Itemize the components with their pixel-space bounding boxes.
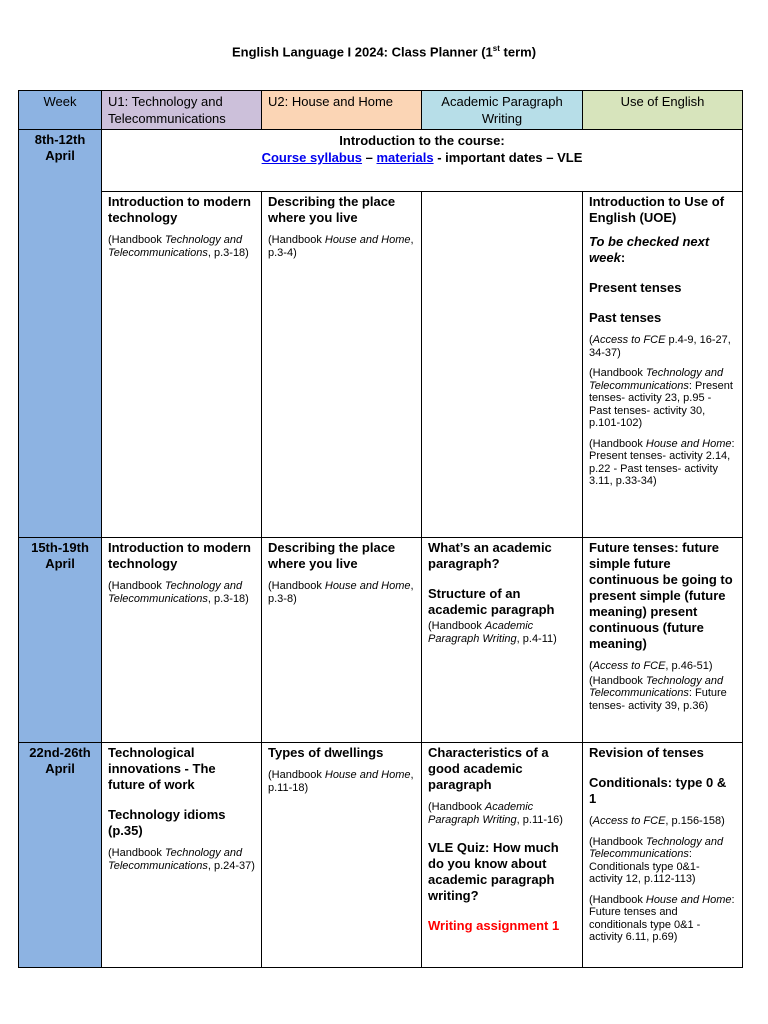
week2-apw-title2: Structure of an academic paragraph	[428, 586, 555, 617]
week2-row	[19, 538, 743, 743]
week3-u1-ref: (Handbook Technology and Telecommunications, p.24-37)	[108, 847, 255, 872]
week2-u2-title: Describing the place where you live	[268, 540, 396, 571]
week3-uoe-cell	[583, 743, 743, 968]
week3-label: 22nd-26th April	[19, 743, 102, 968]
week1-uoe-present: Present tenses	[589, 280, 682, 295]
header-uoe: Use of English	[583, 91, 743, 130]
header-u1: U1: Technology and Telecommunications	[102, 91, 262, 130]
week3-apw-title: Characteristics of a good academic paragraph	[428, 745, 549, 792]
week1-u2-ref: (Handbook House and Home, p.3-4)	[268, 234, 414, 259]
week1-u1-title: Introduction to modern technology	[108, 194, 251, 225]
week1-uoe-ref1: (Access to FCE p.4-9, 16-27, 34-37)	[589, 334, 731, 359]
week2-u1-title: Introduction to modern technology	[108, 540, 251, 571]
intro-heading: Introduction to the course:	[339, 133, 505, 148]
week2-u2-cell	[262, 538, 422, 743]
week2-u2-ref: (Handbook House and Home, p.3-8)	[268, 580, 414, 605]
writing-assignment: Writing assignment 1	[428, 918, 560, 933]
week3-u2-title: Types of dwellings	[268, 745, 384, 760]
week3-row	[19, 743, 743, 968]
week3-u1-title2: Technology idioms (p.35)	[108, 807, 226, 838]
week3-u1-title: Technological innovations - The future of work	[108, 745, 216, 792]
week1-u1-ref: (Handbook Technology and Telecommunications, p.3-18)	[108, 234, 249, 259]
week1-uoe-ref2: (Handbook Technology and Telecommunications: Present tenses- activity 23, p.95 - Past tenses- activity 30, p.101-102)	[589, 367, 733, 429]
vle-quiz: VLE Quiz: How much do you know about academic paragraph writing?	[428, 840, 559, 903]
week2-apw-ref: (Handbook Academic Paragraph Writing, p.4-11)	[428, 620, 557, 645]
week2-label: 15th-19th April	[19, 538, 102, 743]
week3-u2-cell	[262, 743, 422, 968]
week1-u2-title: Describing the place where you live	[268, 194, 396, 225]
week2-apw-title: What’s an academic paragraph?	[428, 540, 552, 571]
week2-uoe-title: Future tenses: future simple future continuous be going to present simple (future meaning) present continuous (future meaning)	[589, 540, 733, 651]
page-title: English Language I 2024: Class Planner (1st term)	[231, 44, 537, 60]
course-syllabus-link[interactable]: Course syllabus	[261, 150, 363, 165]
week1-apw-cell	[422, 192, 583, 538]
week1-uoe-title: Introduction to Use of English (UOE)	[589, 194, 725, 225]
week3-uoe-ref3: (Handbook House and Home: Future tenses and conditionals type 0&1 - activity 6.11, p.69)	[589, 893, 735, 943]
week3-uoe-title: Revision of tenses	[589, 745, 704, 760]
header-row	[19, 91, 743, 130]
week3-uoe-ref2: (Handbook Technology and Telecommunications: Conditionals type 0&1- activity 12, p.112-113)	[589, 835, 724, 885]
week3-uoe-title2: Conditionals: type 0 & 1	[589, 775, 727, 806]
week2-uoe-ref2: (Handbook Technology and Telecommunications: Future tenses- activity 39, p.36)	[589, 674, 727, 712]
week3-apw-ref: (Handbook Academic Paragraph Writing, p.11-16)	[428, 801, 563, 826]
week2-u1-ref: (Handbook Technology and Telecommunications, p.3-18)	[108, 580, 249, 605]
week1-u2-cell	[262, 192, 422, 538]
week1-uoe-cell	[583, 192, 743, 538]
week3-uoe-ref1: (Access to FCE, p.156-158)	[589, 815, 725, 827]
intro-rest: - important dates – VLE	[433, 150, 583, 165]
week2-uoe-ref1: (Access to FCE, p.46-51)	[589, 660, 713, 672]
header-apw: Academic Paragraph Writing	[422, 91, 583, 130]
week1-u1-cell	[102, 192, 262, 538]
week2-apw-cell	[422, 538, 583, 743]
week3-apw-cell	[422, 743, 583, 968]
week2-u1-cell	[102, 538, 262, 743]
week1-content-row	[19, 192, 743, 538]
week1-uoe-past: Past tenses	[589, 310, 662, 325]
week1-intro-row	[19, 130, 743, 192]
week1-uoe-ref3: (Handbook House and Home: Present tenses- activity 2.14, p.22 - Past tenses- activity 3.11, p.33-34)	[589, 437, 735, 487]
week3-u2-ref: (Handbook House and Home, p.11-18)	[268, 769, 414, 794]
materials-link[interactable]: materials	[376, 150, 434, 165]
week1-uoe-note: To be checked next week:	[589, 234, 710, 265]
header-u2: U2: House and Home	[262, 91, 422, 130]
header-week: Week	[19, 91, 102, 130]
class-planner-table	[18, 90, 743, 968]
week2-uoe-cell	[583, 538, 743, 743]
course-intro: Introduction to the course: Course syllabus – materials - important dates – VLE	[102, 130, 743, 192]
week1-label: 8th-12th April	[19, 130, 102, 538]
week3-u1-cell	[102, 743, 262, 968]
